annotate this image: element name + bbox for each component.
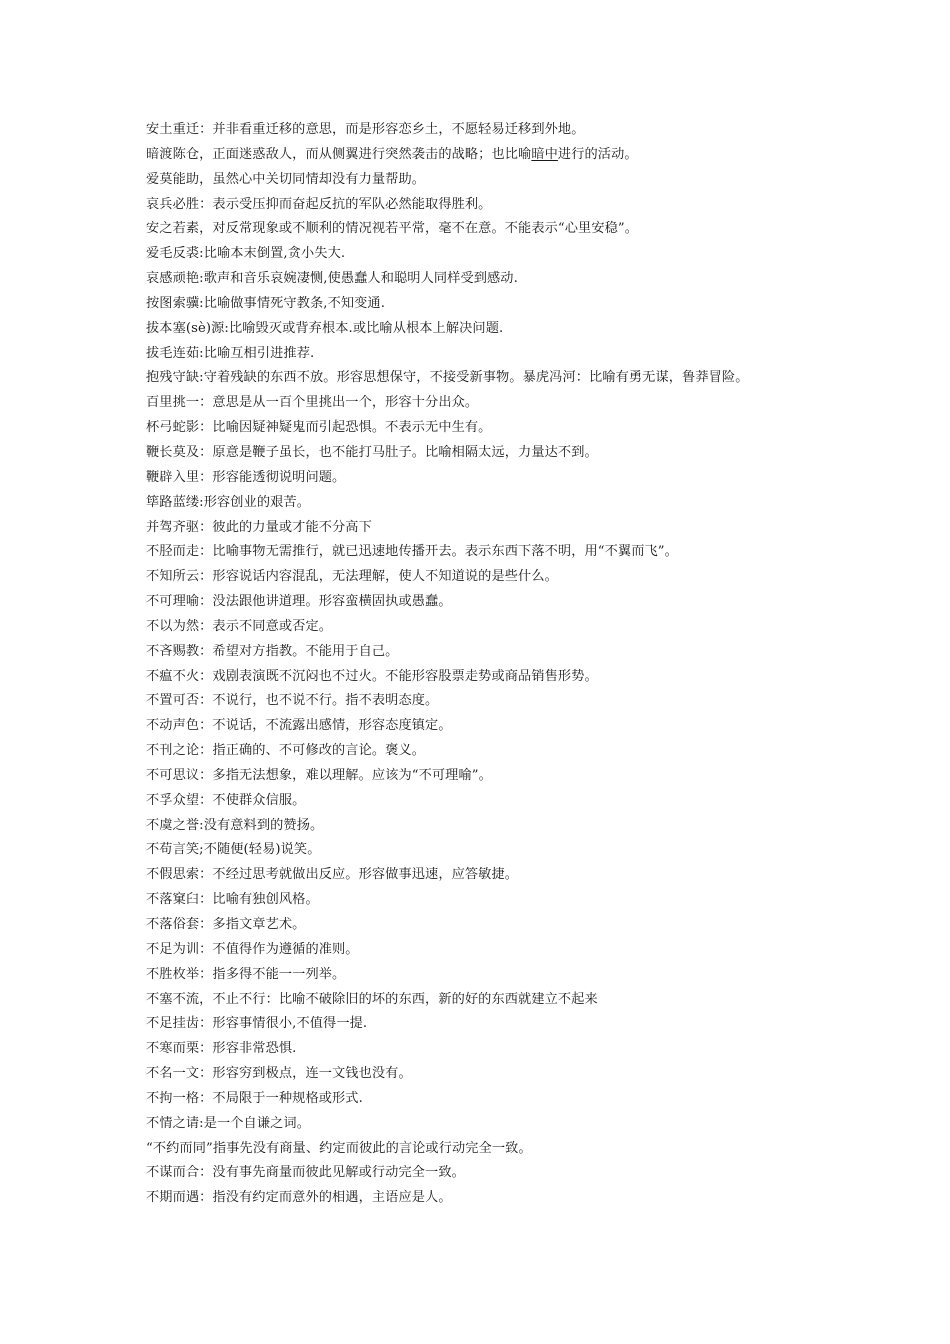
idiom-entry: 不可理喻：没法跟他讲道理。形容蛮横固执或愚蠢。 — [146, 594, 452, 610]
idiom-list — [146, 118, 926, 1211]
idiom-entry: 不置可否：不说行，也不说不行。指不表明态度。 — [146, 693, 439, 709]
entry-text: 暗渡陈仓，正面迷惑敌人，而从侧翼进行突然袭击的战略；也比喻 — [146, 146, 532, 162]
idiom-entry: 不胫而走：比喻事物无需推行，就已迅速地传播开去。表示东西下落不明，用“不翼而飞”。 — [146, 544, 678, 560]
idiom-entry: 鞭辟入里：形容能透彻说明问题。 — [146, 469, 346, 485]
idiom-entry: 不知所云：形容说话内容混乱，无法理解，使人不知道说的是些什么。 — [146, 569, 558, 585]
idiom-entry: 不假思索：不经过思考就做出反应。形容做事迅速，应答敏捷。 — [146, 867, 519, 883]
idiom-entry: 不胜枚举：指多得不能一一列举。 — [146, 966, 346, 982]
idiom-entry: 不足挂齿：形容事情很小,不值得一提. — [146, 1016, 368, 1032]
idiom-entry: 抱残守缺:守着残缺的东西不放。形容思想保守，不接受新事物。暴虎冯河：比喻有勇无谋，鲁莽冒险。 — [146, 370, 749, 386]
idiom-entry: 鞭长莫及：原意是鞭子虽长，也不能打马肚子。比喻相隔太远，力量达不到。 — [146, 444, 598, 460]
idiom-entry: 百里挑一：意思是从一百个里挑出一个，形容十分出众。 — [146, 395, 479, 411]
idiom-entry: 拔毛连茹:比喻互相引进推荐. — [146, 345, 315, 361]
idiom-entry: 杯弓蛇影：比喻因疑神疑鬼而引起恐惧。不表示无中生有。 — [146, 420, 492, 436]
idiom-entry: 不拘一格：不局限于一种规格或形式. — [146, 1090, 363, 1106]
idiom-entry — [146, 143, 926, 168]
idiom-entry: 安之若素，对反常现象或不顺利的情况视若平常，毫不在意。不能表示“心里安稳”。 — [146, 221, 639, 237]
idiom-entry: 不谋而合：没有事先商量而彼此见解或行动完全一致。 — [146, 1165, 465, 1181]
idiom-entry: 不刊之论：指正确的、不可修改的言论。褒义。 — [146, 743, 426, 759]
idiom-entry: 并驾齐驱：彼此的力量或才能不分高下 — [146, 519, 372, 535]
idiom-entry: 哀兵必胜：表示受压抑而奋起反抗的军队必然能取得胜利。 — [146, 196, 492, 212]
idiom-entry: 拔本塞(sè)源:比喻毁灭或背弃根本.或比喻从根本上解决问题. — [146, 320, 504, 336]
idiom-entry: 不落窠臼：比喻有独创风格。 — [146, 892, 319, 908]
idiom-entry: 不孚众望：不使群众信服。 — [146, 792, 306, 808]
idiom-entry: 不以为然：表示不同意或否定。 — [146, 618, 333, 634]
idiom-entry: 不塞不流，不止不行：比喻不破除旧的坏的东西，新的好的东西就建立不起来 — [146, 991, 598, 1007]
idiom-entry: 不名一文：形容穷到极点，连一文钱也没有。 — [146, 1066, 412, 1082]
idiom-entry: 哀感顽艳:歌声和音乐哀婉凄恻,使愚蠢人和聪明人同样受到感动. — [146, 271, 518, 287]
idiom-entry: 不瘟不火：戏剧表演既不沉闷也不过火。不能形容股票走势或商品销售形势。 — [146, 668, 598, 684]
entry-text: 进行的活动。 — [557, 146, 638, 162]
idiom-entry: 不期而遇：指没有约定而意外的相遇，主语应是人。 — [146, 1190, 452, 1206]
idiom-entry: 不吝赐教：希望对方指教。不能用于自己。 — [146, 643, 399, 659]
idiom-entry: 不苟言笑;不随便(轻易)说笑。 — [146, 842, 321, 858]
idiom-entry: 不足为训：不值得作为遵循的准则。 — [146, 941, 359, 957]
idiom-entry: 不可思议：多指无法想象，难以理解。应该为“不可理喻”。 — [146, 767, 492, 783]
idiom-entry: 不情之请:是一个自谦之词。 — [146, 1115, 310, 1131]
idiom-entry: 爱毛反裘:比喻本末倒置,贪小失大. — [146, 246, 346, 262]
idiom-entry: 不落俗套：多指文章艺术。 — [146, 917, 306, 932]
idiom-entry: 不动声色：不说话，不流露出感情，形容态度镇定。 — [146, 718, 452, 734]
idiom-entry: 不寒而栗：形容非常恐惧. — [146, 1041, 297, 1057]
idiom-entry: 安土重迁：并非看重迁移的意思，而是形容恋乡土，不愿轻易迁移到外地。 — [146, 122, 585, 137]
underlined-text: 暗中 — [531, 146, 558, 162]
idiom-entry: 筚路蓝缕:形容创业的艰苦。 — [146, 494, 310, 510]
idiom-entry: 不虞之誉:没有意料到的赞扬。 — [146, 817, 324, 833]
idiom-entry: “不约而同”指事先没有商量、约定而彼此的言论或行动完全一致。 — [146, 1140, 532, 1156]
idiom-entry: 按图索骥:比喻做事情死守教条,不知变通. — [146, 295, 386, 311]
idiom-entry: 爱莫能助，虽然心中关切同情却没有力量帮助。 — [146, 171, 426, 187]
